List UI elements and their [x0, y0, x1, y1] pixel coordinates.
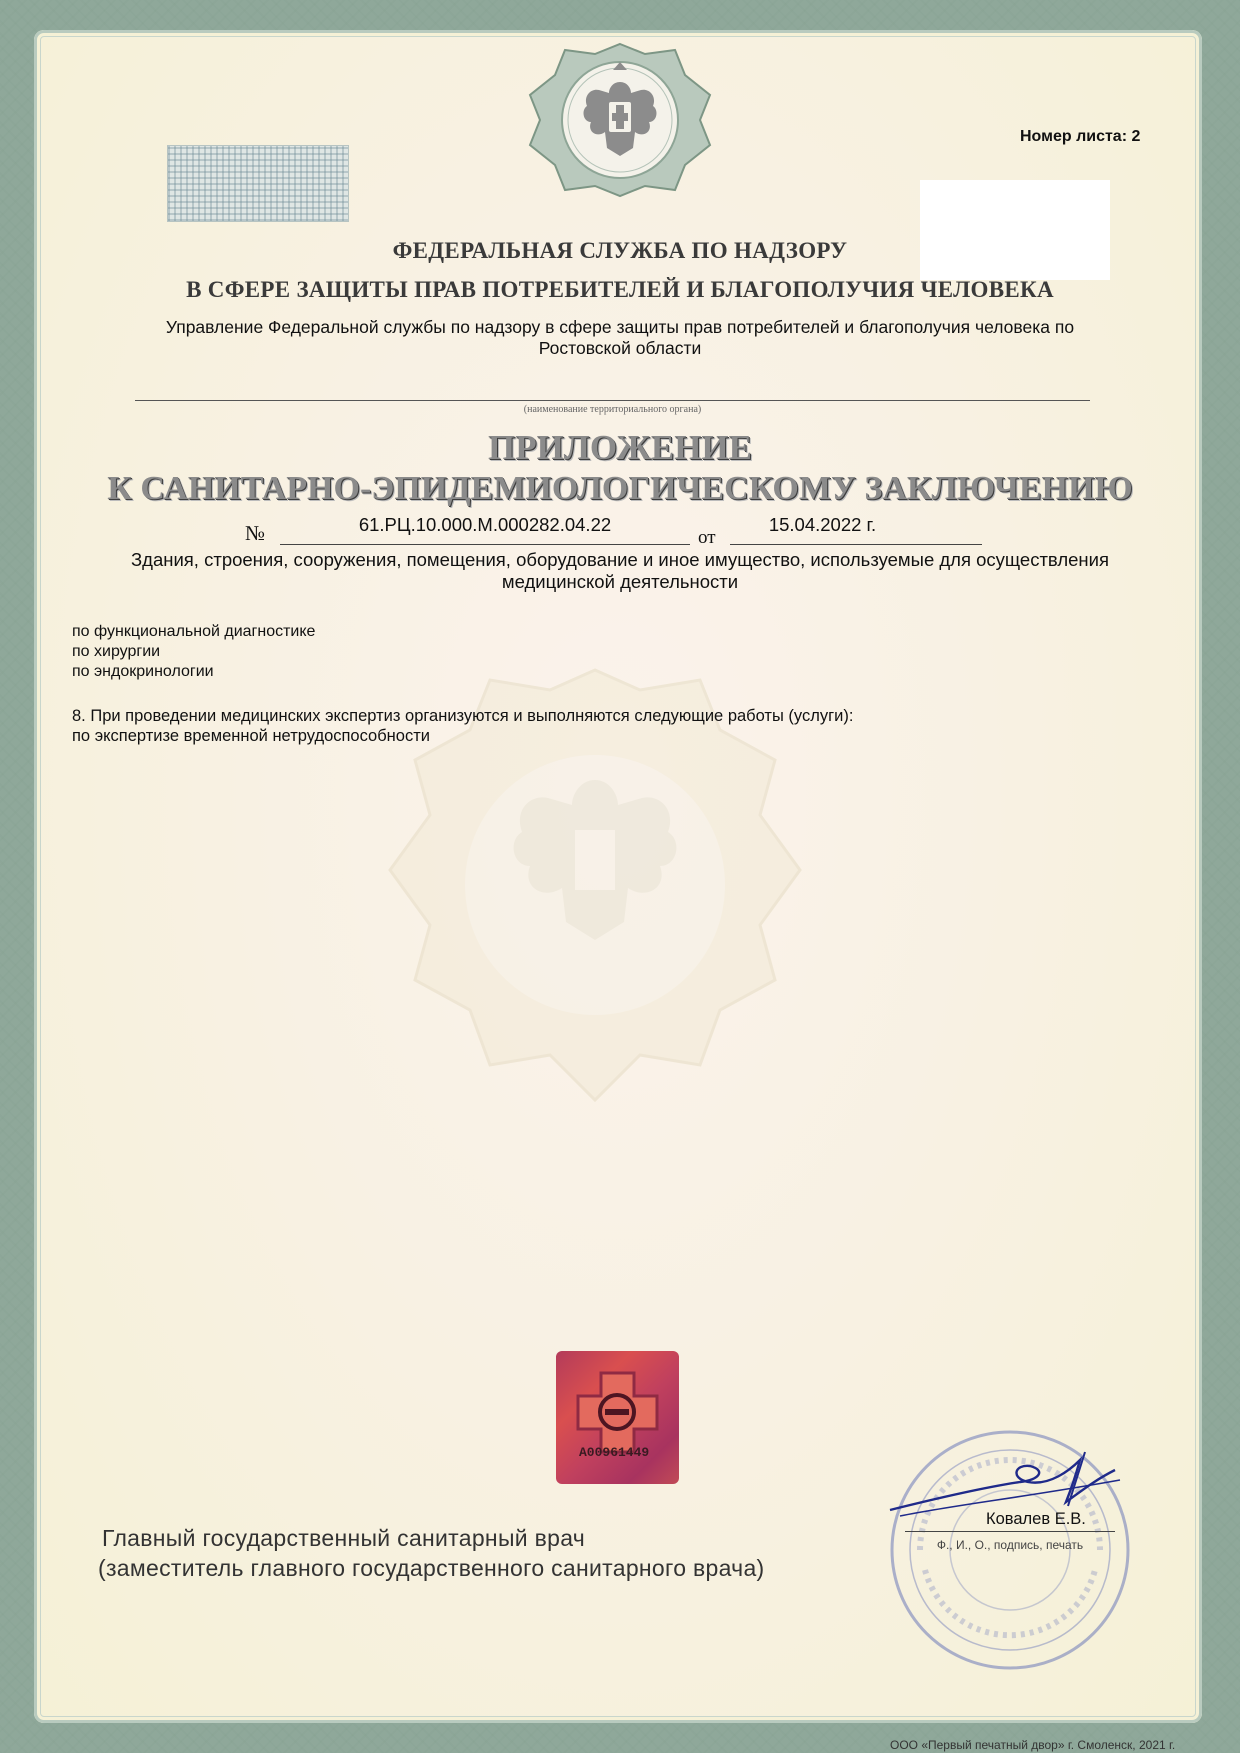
date-underline	[730, 544, 982, 545]
date-prefix: от	[698, 527, 716, 548]
section-8-item: по экспертизе временной нетрудоспособности	[72, 727, 430, 745]
signature-underline	[905, 1531, 1115, 1532]
signatory-position-line2: (заместитель главного государственного санитарного врача)	[98, 1555, 765, 1581]
list-item: по функциональной диагностике	[72, 623, 316, 640]
watermark-emblem-icon	[380, 660, 810, 1110]
signer-name: Ковалев Е.В.	[986, 1510, 1086, 1528]
department-underline	[135, 400, 1090, 401]
section-8-heading: 8. При проведении медицинских экспертиз организуются и выполняются следующие работы (услуги):	[72, 707, 854, 725]
hologram-serial: А00961449	[579, 1445, 650, 1460]
printer-imprint: ООО «Первый печатный двор» г. Смоленск, 2021 г.	[890, 1738, 1176, 1752]
sheet-number: Номер листа: 2	[1020, 128, 1141, 145]
signatory-position-line1: Главный государственный санитарный врач	[102, 1525, 586, 1551]
hologram-cross-icon	[556, 1351, 679, 1484]
security-hologram-strip	[167, 145, 349, 222]
territorial-department: Управление Федеральной службы по надзору в сфере защиты прав потребителей и благополучия человека по Ростовской области	[165, 317, 1075, 358]
emblem-badge-icon	[525, 40, 715, 200]
subject-description: Здания, строения, сооружения, помещения, оборудование и иное имущество, используемые для осуществления медицинской деятельности	[130, 549, 1109, 592]
document-title-line1: ПРИЛОЖЕНИЕ	[487, 428, 752, 467]
conclusion-number: 61.РЦ.10.000.М.000282.04.22	[358, 514, 612, 535]
list-item: по хирургии	[72, 643, 161, 660]
signature-field-hint: Ф., И., О., подпись, печать	[936, 1538, 1084, 1552]
authority-name-line1: ФЕДЕРАЛЬНАЯ СЛУЖБА ПО НАДЗОРУ	[392, 238, 848, 263]
conclusion-date: 15.04.2022 г.	[768, 514, 877, 535]
blank-patch	[920, 180, 1110, 280]
department-field-hint: (наименование территориального органа)	[523, 404, 702, 415]
hologram-sticker	[556, 1351, 679, 1484]
list-item: по эндокринологии	[72, 663, 214, 680]
document-title-line2: К САНИТАРНО-ЭПИДЕМИОЛОГИЧЕСКОМУ ЗАКЛЮЧЕНИЮ	[107, 470, 1133, 507]
number-sign: №	[245, 521, 266, 545]
number-underline	[280, 544, 690, 545]
authority-name-line2: В СФЕРЕ ЗАЩИТЫ ПРАВ ПОТРЕБИТЕЛЕЙ И БЛАГОПОЛУЧИЯ ЧЕЛОВЕКА	[186, 277, 1054, 302]
